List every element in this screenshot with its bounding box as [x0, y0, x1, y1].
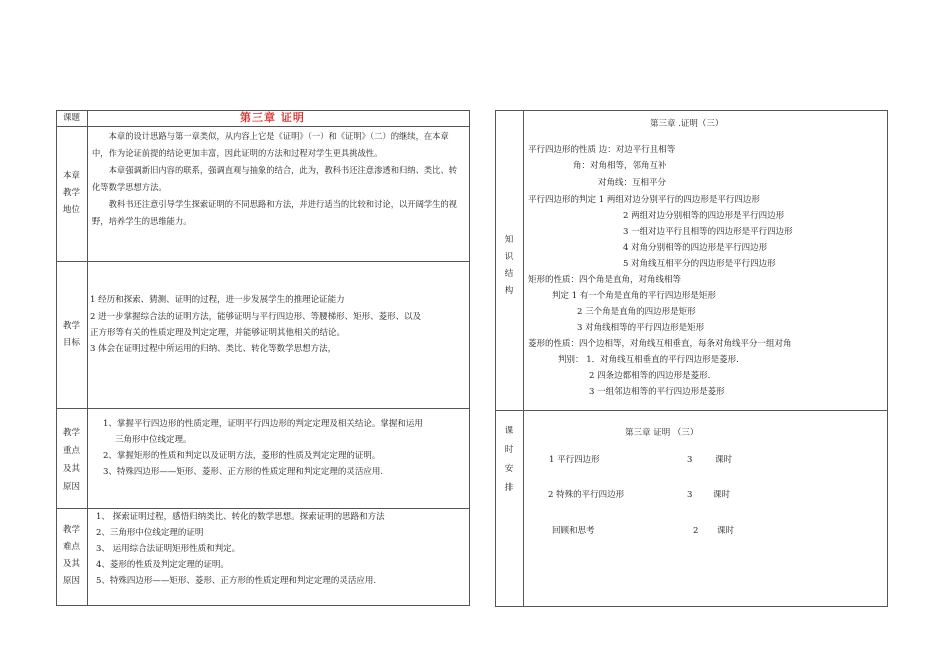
- label-line: 时: [504, 445, 514, 455]
- key-point-line: 三角形中位线定理。: [115, 435, 192, 445]
- knowledge-line: 3 一组邻边相等的平行四边形是菱形: [589, 387, 725, 397]
- position-text: [92, 128, 464, 230]
- goal-line: 正方形等有关的性质定理及判定定理，并能够证明其他相关的结论。: [90, 328, 346, 338]
- knowledge-line: 3 对角线相等的平行四边形是矩形: [577, 323, 705, 333]
- knowledge-line: 2 三个角是直角的四边形是矩形: [577, 307, 696, 317]
- knowledge-line: 3 一组对边平行且相等的四边形是平行四边形: [623, 227, 793, 237]
- rule: [495, 110, 888, 111]
- knowledge-line: 2 两组对边分别相等的四边形是平行四边形: [623, 211, 785, 221]
- section-label-key-points: [56, 424, 87, 496]
- rule: [495, 110, 496, 607]
- label-line: 目标: [62, 338, 80, 348]
- rule: [887, 110, 888, 607]
- paragraph: 本章的设计思路与第一章类似，从内容上它是《证明》（一）和《证明》（二）的继续，在本章中，作为论证前提的结论更加丰富，因此证明的方法和过程对学生更具挑战性。: [92, 131, 449, 158]
- label-line: 排: [504, 483, 514, 493]
- knowledge-line: 平行四边形的性质 边：对边平行且相等: [528, 145, 676, 155]
- label-line: 地位: [62, 205, 80, 215]
- label-line: 及其: [62, 464, 80, 474]
- knowledge-line: 判别： 1．对角线互相垂直的平行四边形是菱形.: [558, 355, 739, 365]
- knowledge-line: 菱形的性质：四个边相等，对角线互相垂直，每条对角线平分一组对角: [528, 339, 792, 349]
- rule: [469, 110, 470, 606]
- knowledge-line: 平行四边形的判定 1 两组对边分别平行的四边形是平行四边形: [528, 195, 760, 205]
- schedule-topic: 回顾和思考: [552, 526, 595, 536]
- section-label-knowledge: [495, 232, 523, 300]
- section-label-position: [56, 168, 87, 219]
- schedule-unit: 课时: [717, 526, 735, 536]
- paragraph: 教科书还注意引导学生探索证明的不同思路和方法，并进行适当的比较和讨论，以开阔学生的视野，培养学生的思维能力。: [92, 199, 458, 226]
- label-line: 构: [504, 286, 514, 296]
- schedule-topic: 1 平行四边形: [549, 455, 600, 465]
- difficulty-line: 2、三角形中位线定理的证明: [96, 528, 204, 538]
- schedule-unit: 课时: [713, 490, 731, 500]
- knowledge-line: 角：对角相等，邻角互补: [573, 161, 667, 171]
- difficulty-line: 4、菱形的性质及判定定理的证明。: [96, 560, 229, 570]
- key-point-line: 3、特殊四边形——矩形、菱形、正方形的性质定理和判定定理的灵活应用.: [103, 467, 384, 477]
- header-label: 课题: [62, 113, 80, 123]
- knowledge-line: 对角线：互相平分: [598, 178, 667, 188]
- key-point-line: 1、掌握平行四边形的性质定理，证明平行四边形的判定定理及相关结论。掌握和运用: [103, 419, 423, 429]
- knowledge-line: 2 四条边都相等的四边形是菱形.: [589, 371, 711, 381]
- label-line: 结: [504, 269, 514, 279]
- difficulty-line: 3、 运用综合法证明矩形性质和判定。: [96, 544, 241, 554]
- label-line: 教学: [62, 525, 80, 535]
- label-line: 识: [504, 252, 514, 262]
- label-line: 教学: [62, 428, 80, 438]
- label-line: 重点: [62, 446, 80, 456]
- section-label-schedule: [495, 422, 523, 498]
- schedule-topic: 2 特殊的平行四边形: [548, 490, 625, 500]
- key-point-line: 2、掌握矩形的性质和判定以及证明方法，菱形的性质及判定定理的证明。: [103, 451, 381, 461]
- knowledge-line: 5 对角线互相平分的四边形是平行四边形: [623, 259, 776, 269]
- knowledge-line: 判定 1 有一个角是直角的平行四边形是矩形: [552, 291, 716, 301]
- section-label-difficulties: [56, 522, 87, 590]
- label-line: 课: [504, 426, 514, 436]
- section-label-goals: [56, 318, 87, 352]
- goal-line: 1 经历和探索、猜测、证明的过程，进一步发展学生的推理论证能力: [90, 295, 345, 305]
- rule: [56, 408, 470, 409]
- label-line: 难点: [62, 542, 80, 552]
- label-line: 安: [504, 464, 514, 474]
- goal-line: 3 体会在证明过程中所运用的归纳、类比、转化等数学思想方法，: [90, 344, 337, 354]
- label-line: 原因: [62, 576, 80, 586]
- rule: [523, 110, 524, 607]
- rule: [56, 126, 470, 127]
- schedule-title: 第三章 证明 （三）: [625, 428, 699, 438]
- label-line: 教学: [62, 321, 80, 331]
- label-line: 原因: [62, 482, 80, 492]
- knowledge-title: 第三章 .证明（三）: [650, 119, 724, 129]
- rule: [56, 508, 470, 509]
- label-line: 知: [504, 235, 514, 245]
- schedule-hours: 3: [687, 490, 693, 500]
- knowledge-line: 4 对角分别相等的四边形是平行四边形: [623, 243, 768, 253]
- rule: [495, 410, 888, 411]
- label-line: 及其: [62, 559, 80, 569]
- label-line: 本章: [62, 171, 80, 181]
- difficulty-line: 5、特殊四边形——矩形、菱形、正方形的性质定理和判定定理的灵活应用.: [96, 576, 377, 586]
- schedule-hours: 3: [687, 455, 693, 465]
- paragraph: 本章强调新旧内容的联系，强调直观与抽象的结合，此为，教科书还注意渗透和归纳、类比、转化等数学思想方法。: [92, 165, 458, 192]
- page-title: 第三章 证明: [240, 111, 305, 124]
- schedule-unit: 课时: [715, 455, 733, 465]
- goal-line: 2 进一步掌握综合法的证明方法，能够证明与平行四边形、等腰梯形、矩形、菱形、以及: [90, 312, 422, 322]
- rule: [56, 605, 470, 606]
- difficulty-line: 1、 探索证明过程，感悟归纳类比、转化的数学思想。探索证明的思路和方法: [96, 512, 385, 522]
- rule: [87, 110, 88, 606]
- schedule-hours: 2: [693, 526, 699, 536]
- knowledge-line: 矩形的性质：四个角是直角，对角线相等: [528, 275, 682, 285]
- label-line: 教学: [62, 188, 80, 198]
- rule: [495, 606, 888, 607]
- rule: [56, 261, 470, 262]
